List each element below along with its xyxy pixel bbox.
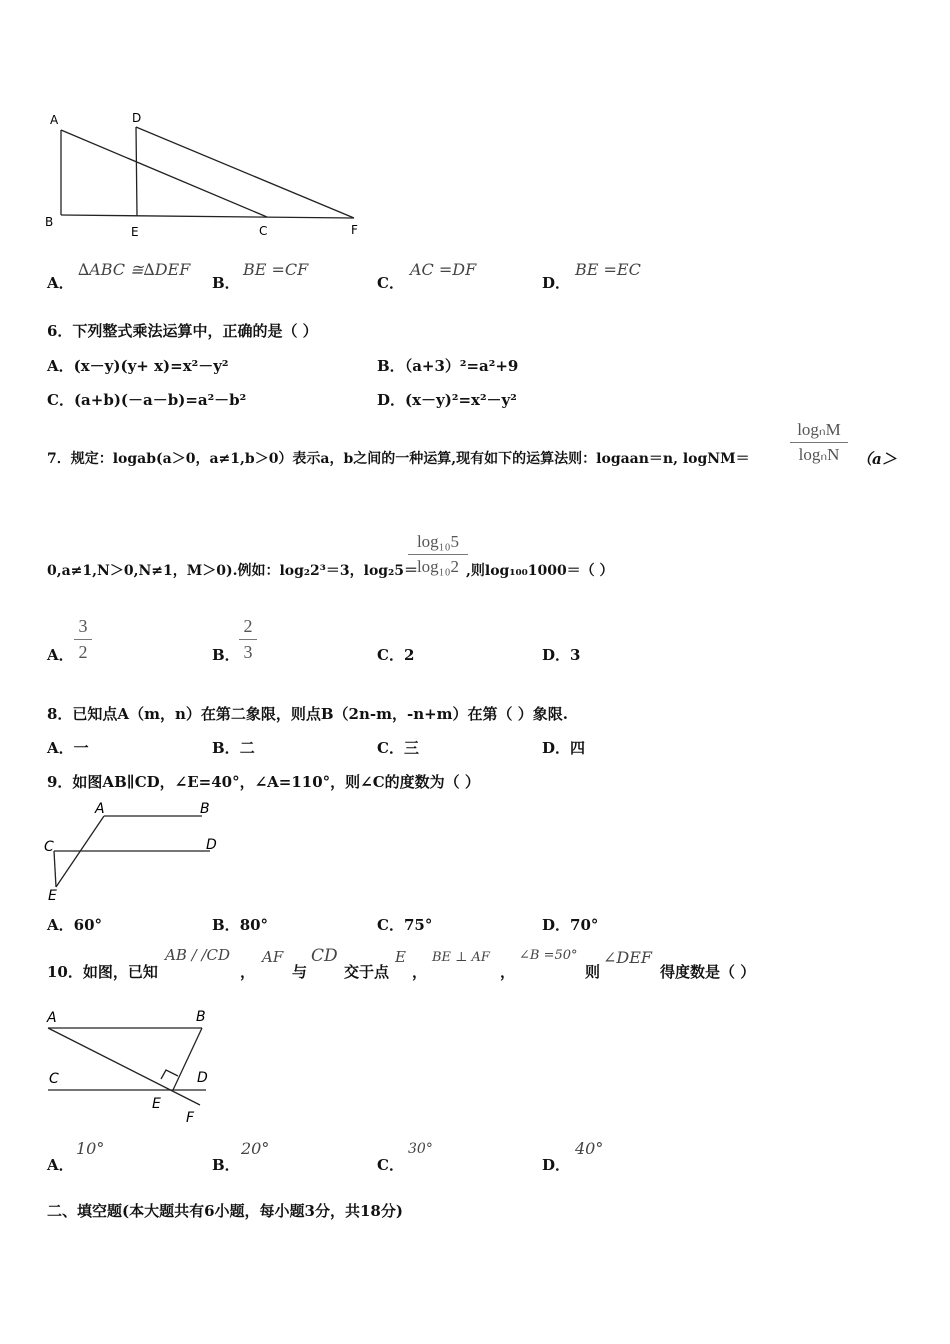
q10-option-a[interactable]: A． (47, 1156, 74, 1174)
q8-option-b[interactable]: B．二 (212, 739, 255, 757)
q6-option-b[interactable]: B．（a+3）²=a²+9 (377, 357, 519, 375)
q7-line1-tail: （a＞ (857, 450, 897, 468)
fig10-label-a: A (47, 1010, 57, 1026)
fig10-label-e: E (152, 1096, 161, 1112)
q5-option-b-math: BE =CF (243, 260, 309, 279)
q10-math-e: E (395, 948, 406, 966)
fig5-label-a: A (50, 113, 59, 127)
q10-stem-start: 10．如图，已知 (47, 963, 158, 981)
fig9-label-d: D (206, 837, 217, 853)
q7-option-a[interactable]: A． (47, 646, 74, 664)
q10-option-a-math: 10° (76, 1139, 105, 1158)
q9-option-c[interactable]: C．75° (377, 916, 433, 934)
fig10-label-f: F (186, 1110, 195, 1126)
q5-option-c[interactable]: C． (377, 274, 404, 292)
fig5-label-f: F (351, 223, 358, 237)
fig10-label-c: C (49, 1071, 59, 1087)
fig9-label-c: C (44, 839, 54, 855)
q10-text-with: 与 (292, 963, 308, 981)
fig5-label-c: C (259, 224, 268, 238)
q8-option-d[interactable]: D．四 (542, 739, 586, 757)
q10-text-then: 则 (585, 963, 601, 981)
q10-math-cd: CD (311, 946, 338, 966)
fig10-label-d: D (197, 1070, 208, 1086)
q10-option-c[interactable]: C． (377, 1156, 404, 1174)
q10-option-d[interactable]: D． (542, 1156, 571, 1174)
q8-stem: 8．已知点A（m，n）在第二象限，则点B（2n-m，-n+m）在第（ ）象限. (47, 705, 568, 723)
q9-option-b[interactable]: B．80° (212, 916, 269, 934)
q10-comma-3: ， (500, 963, 516, 981)
fig9-label-b: B (200, 801, 210, 817)
q5-option-b[interactable]: B． (212, 274, 240, 292)
q7-fraction-2: log₁₀5 log₁₀2 (408, 532, 468, 577)
q7-option-d[interactable]: D．3 (542, 646, 581, 664)
q10-math-be-perp-af: BE ⊥ AF (432, 950, 490, 965)
q7-line2: 0,a≠1,N＞0,N≠1，M＞0).例如：log₂2³＝3，log₂5＝ (47, 563, 418, 579)
q5-option-c-math: AC =DF (410, 260, 477, 279)
fig5-label-b: B (45, 215, 54, 229)
q10-option-c-math: 30° (408, 1141, 433, 1157)
q5-option-a[interactable]: A． (47, 274, 74, 292)
q7-fraction-1: logₙM logₙN (790, 420, 848, 465)
q9-stem: 9．如图AB∥CD，∠E=40°，∠A=110°，则∠C的度数为（ ） (47, 773, 480, 791)
q7-option-c[interactable]: C．2 (377, 646, 415, 664)
fig9-label-e: E (48, 888, 57, 904)
q9-figure (40, 797, 230, 907)
q7-line1: 7．规定：logab(a＞0，a≠1,b＞0）表示a，b之间的一种运算,现有如下的运算法则：logaan＝n, logNM＝ (47, 451, 750, 467)
section-2-heading: 二、填空题(本大题共有6小题，每小题3分，共18分) (47, 1202, 403, 1220)
q8-option-a[interactable]: A．一 (47, 739, 89, 757)
fig5-label-e: E (131, 225, 139, 239)
q7-option-a-fraction: 3 2 (74, 616, 92, 663)
q10-option-d-math: 40° (575, 1139, 604, 1158)
q10-math-ab-parallel-cd: AB / /CD (165, 946, 231, 964)
q10-option-b[interactable]: B． (212, 1156, 240, 1174)
q6-option-a[interactable]: A．(x－y)(y+ x)=x²－y² (47, 357, 229, 375)
q10-math-af: AF (262, 948, 284, 966)
q5-option-d-math: BE =EC (575, 260, 641, 279)
fig10-label-b: B (196, 1009, 206, 1025)
q10-figure (40, 1005, 230, 1130)
q10-comma-1: ， (240, 963, 256, 981)
q10-math-angle-def: ∠DEF (603, 948, 653, 967)
q7-option-b[interactable]: B． (212, 646, 240, 664)
q10-comma-2: ， (412, 963, 428, 981)
q9-option-d[interactable]: D．70° (542, 916, 599, 934)
q10-option-b-math: 20° (241, 1139, 270, 1158)
q6-option-d[interactable]: D．(x－y)²=x²－y² (377, 391, 517, 409)
q8-option-c[interactable]: C．三 (377, 739, 419, 757)
fig5-label-d: D (132, 111, 142, 125)
q5-option-d[interactable]: D． (542, 274, 571, 292)
q10-text-intersect: 交于点 (344, 963, 390, 981)
q6-option-c[interactable]: C．(a+b)(－a－b)=a²－b² (47, 391, 247, 409)
q10-math-angle-b: ∠B =50° (519, 948, 578, 963)
q7-line2-tail: ,则log₁₀₀1000＝（ ） (466, 563, 614, 579)
q7-option-b-fraction: 2 3 (239, 616, 257, 663)
fig9-label-a: A (95, 801, 105, 817)
q9-option-a[interactable]: A．60° (47, 916, 103, 934)
q5-figure (40, 105, 370, 245)
q5-option-a-math: ∆ABC ≅∆DEF (78, 260, 191, 279)
q6-stem: 6．下列整式乘法运算中，正确的是（ ） (47, 322, 318, 340)
q10-stem-end: 得度数是（ ） (660, 963, 756, 981)
